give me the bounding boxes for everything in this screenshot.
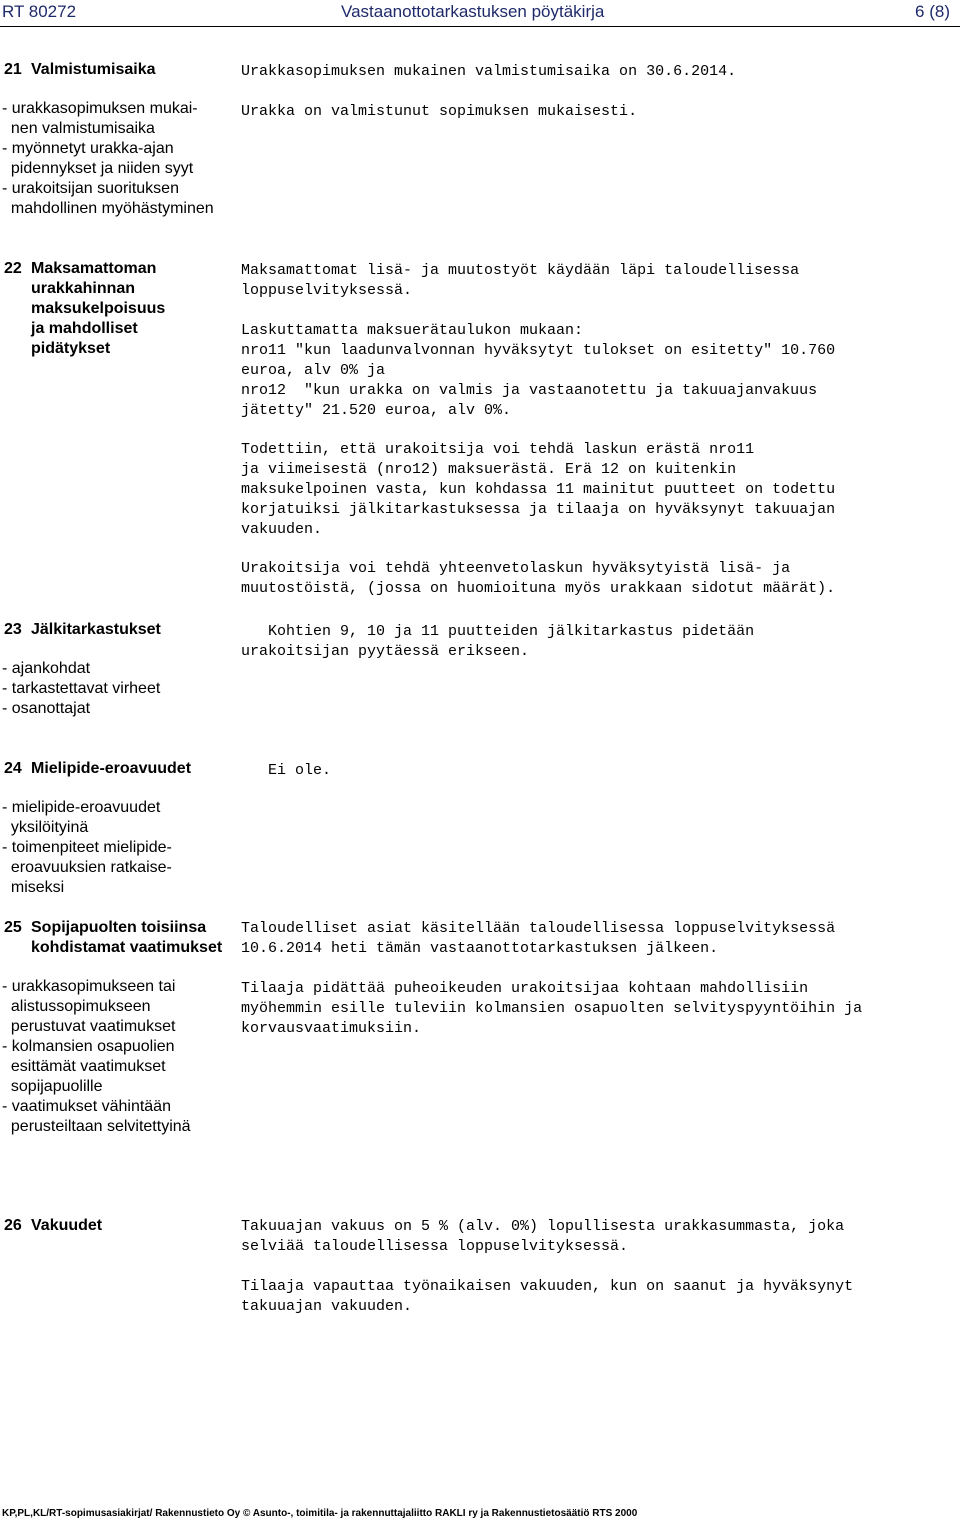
header-divider (0, 26, 960, 27)
section-23-title: Jälkitarkastukset (31, 621, 161, 638)
section-26-number: 26 (4, 1217, 22, 1234)
section-25-body-2: Tilaaja pidättää puheoikeuden urakoitsijaa kohtaan mahdollisiin myöhemmin esille tuleviin kolmansien osapuolten selvityspyyntöihin ja korvausvaatimuksiin. (241, 980, 863, 1037)
section-21-title: Valmistumisaika (31, 61, 156, 78)
section-24-heading (4, 759, 191, 779)
section-25-number: 25 (4, 919, 22, 936)
section-22-paragraph-2: Laskuttamatta maksuerätaulukon mukaan: nro11 "kun laadunvalvonnan hyväksytyt tulokset on esitetty" 10.760 euroa, alv 0% ja nro12 "kun urakka on valmis ja vastaanotettu ja takuuajanvakuus jätetty" 21.520 euroa, alv 0%. (241, 322, 836, 419)
section-23-number: 23 (4, 621, 22, 638)
section-26-body-1: Takuuajan vakuus on 5 % (alv. 0%) lopullisesta urakkasummasta, joka selviää taloudellisessa loppuselvityksessä. (241, 1218, 845, 1255)
section-23-subitems: - ajankohdat - tarkastettavat virheet - osanottajat (2, 660, 161, 717)
page-number: 6 (8) (915, 2, 950, 21)
section-22-number: 22 (4, 260, 22, 277)
section-21-heading (4, 60, 156, 80)
section-24-title: Mielipide-eroavuudet (31, 760, 192, 777)
section-21-body-1: Urakkasopimuksen mukainen valmistumisaika on 30.6.2014. (241, 63, 737, 80)
section-25-title: Sopijapuolten toisiinsa kohdistamat vaatimukset (31, 919, 223, 956)
section-26-body-2: Tilaaja vapauttaa työnaikaisen vakuuden, kun on saanut ja hyväksynyt takuuajan vakuuden. (241, 1278, 854, 1315)
page-header (0, 0, 960, 26)
section-23-body: Kohtien 9, 10 ja 11 puutteiden jälkitarkastus pidetään urakoitsijan pyytäessä erikseen. (241, 623, 755, 660)
section-21-subitems: - urakkasopimuksen mukai- nen valmistumisaika - myönnetyt urakka-ajan pidennykset ja niiden syyt - urakoitsijan suorituksen mahdollinen myöhästyminen (2, 100, 214, 217)
page-footer: KP,PL,KL/RT-sopimusasiakirjat/ Rakennustieto Oy © Asunto-, toimitila- ja rakennuttajaliitto RAKLI ry ja Rakennustietosäätiö RTS 2000 (2, 1508, 638, 1519)
section-25-body-1: Taloudelliset asiat käsitellään taloudellisessa loppuselvityksessä 10.6.2014 heti tämän vastaanottotarkastuksen jälkeen. (241, 920, 836, 957)
document-id: RT 80272 (2, 2, 77, 21)
section-26-title: Vakuudet (31, 1217, 103, 1234)
section-23-heading (4, 620, 161, 640)
section-22-paragraph-4: Urakoitsija voi tehdä yhteenvetolaskun hyväksytyistä lisä- ja muutostöistä, (jossa on huomioituna myös urakkaan sidotut määrät). (241, 560, 836, 597)
section-24-subitems: - mielipide-eroavuudet yksilöityinä - toimenpiteet mielipide- eroavuuksien ratkaise- miseksi (2, 799, 172, 896)
section-24-body: Ei ole. (241, 762, 332, 779)
document-title: Vastaanottotarkastuksen pöytäkirja (341, 2, 605, 21)
section-25-subitems: - urakkasopimukseen tai alistussopimukseen perustuvat vaatimukset - kolmansien osapuolien esittämät vaatimukset sopijapuolille - vaatimukset vähintään perusteiltaan selvitettyinä (2, 978, 191, 1135)
section-24-number: 24 (4, 760, 22, 777)
section-22-paragraph-3: Todettiin, että urakoitsija voi tehdä laskun erästä nro11 ja viimeisestä (nro12) maksuerästä. Erä 12 on kuitenkin maksukelpoinen vasta, kun kohdassa 11 mainitut puutteet on todettu korjatuiksi jälkitarkastuksessa ja tilaaja on hyväksynyt takuuajan vakuuden. (241, 441, 836, 538)
section-21-number: 21 (4, 61, 22, 78)
section-26-heading (4, 1216, 102, 1236)
section-22-title: Maksamattoman urakkahinnan maksukelpoisuus ja mahdolliset pidätykset (31, 260, 166, 357)
section-22-paragraph-1: Maksamattomat lisä- ja muutostyöt käydään läpi taloudellisessa loppuselvityksessä. (241, 262, 800, 299)
section-21-body-2: Urakka on valmistunut sopimuksen mukaisesti. (241, 103, 638, 120)
